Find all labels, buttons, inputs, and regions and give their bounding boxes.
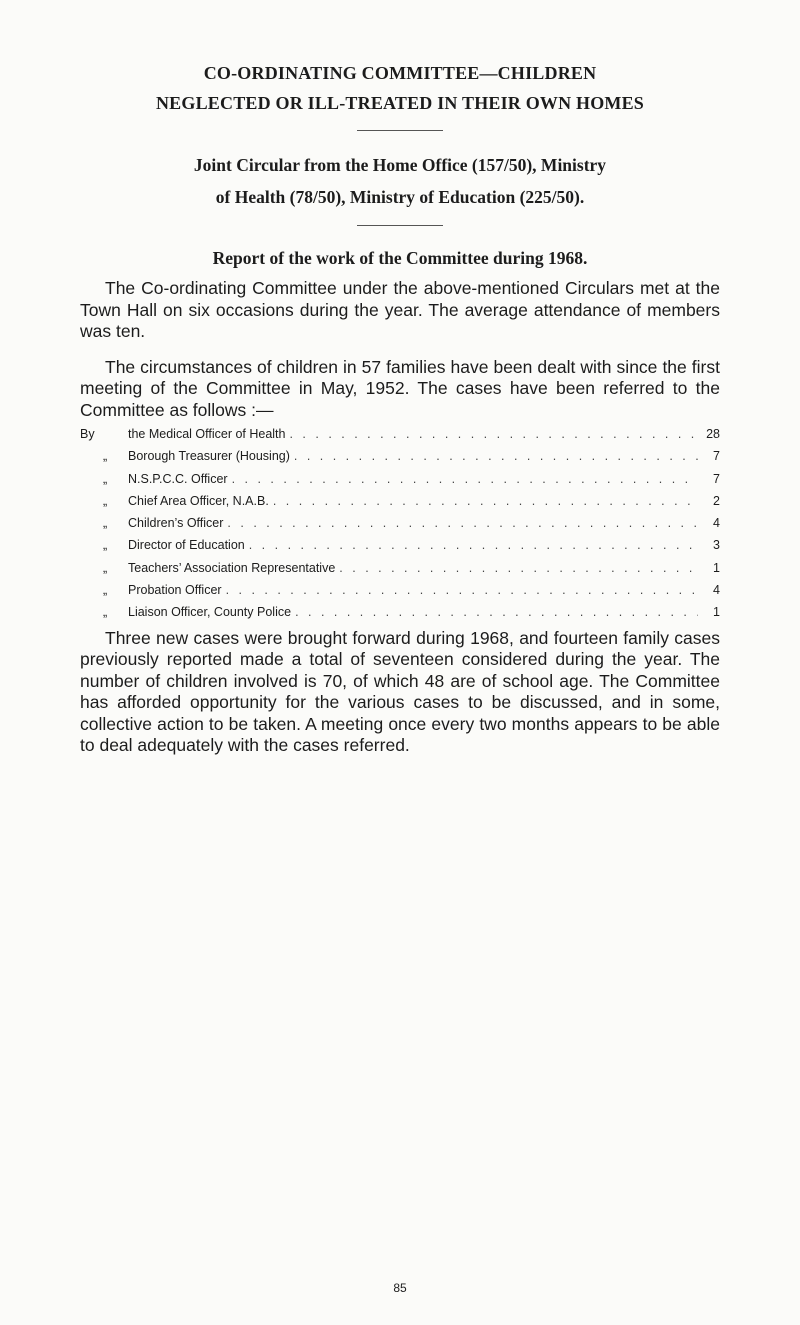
referral-list [80, 423, 720, 624]
referral-row [80, 557, 720, 579]
referral-row [80, 601, 720, 623]
ditto-mark: „ [103, 449, 108, 464]
referral-source: Children’s Officer [128, 516, 224, 531]
referral-count: 7 [713, 449, 720, 464]
circular-reference-line-2: of Health (78/50), Ministry of Education (225/50). [215, 187, 585, 207]
paragraph-meetings: The Co-ordinating Committee under the above-mentioned Circulars met at the Town Hall on six occasions during the year. The average attendance of members was ten. [80, 278, 720, 341]
referral-source: Teachers’ Association Representative [128, 560, 336, 575]
referral-row [80, 579, 720, 601]
page-number: 85 [393, 1281, 407, 1295]
divider-rule [357, 225, 443, 226]
ditto-mark: „ [103, 605, 108, 620]
referral-source: the Medical Officer of Health [128, 427, 286, 441]
paragraph-referrals-intro: The circumstances of children in 57 families have been dealt with since the first meeting of the Committee in May, 1952. The cases have been referred to the Committee as follows :— [80, 356, 720, 420]
referral-row [80, 468, 720, 490]
document-page [80, 58, 720, 757]
dot-leader [289, 423, 698, 445]
dot-leader [339, 557, 698, 579]
referral-row [80, 445, 720, 467]
committee-heading-line-1: CO-ORDINATING COMMITTEE—CHILDREN [203, 63, 597, 83]
referral-source: N.S.P.C.C. Officer [128, 471, 228, 486]
ditto-mark: „ [103, 560, 108, 575]
referral-count: 28 [706, 427, 720, 441]
ditto-mark: „ [103, 538, 108, 553]
referral-row [80, 512, 720, 534]
referral-row [80, 534, 720, 556]
circular-reference-line-1: Joint Circular from the Home Office (157/50), Ministry [193, 155, 607, 175]
referral-source: Liaison Officer, County Police [128, 605, 292, 620]
referral-count: 1 [713, 560, 720, 575]
dot-leader [226, 579, 698, 601]
referral-source: Chief Area Officer, N.A.B. [128, 493, 269, 508]
dot-leader [295, 601, 698, 623]
dot-leader [249, 534, 698, 556]
referral-count: 3 [713, 538, 720, 553]
referral-source: Director of Education [128, 538, 245, 553]
ditto-mark: „ [103, 583, 108, 598]
ditto-mark: „ [103, 471, 108, 486]
paragraph-cases-summary: Three new cases were brought forward during 1968, and fourteen family cases previously reported made a total of seventeen considered during the year. The number of children involved is 70, of which 48 are of school age. The Committee has afforded opportunity for the various cases to be discussed, and in some, collective action to be taken. A meeting once every two months appears to be able to deal adequately with the cases referred. [80, 627, 720, 756]
dot-leader [232, 468, 698, 490]
dot-leader [294, 445, 698, 467]
referral-count: 2 [713, 493, 720, 508]
referral-count: 7 [713, 471, 720, 486]
referral-count: 4 [713, 583, 720, 598]
referral-count: 4 [713, 516, 720, 531]
referral-lead: By [80, 427, 95, 441]
referral-source: Borough Treasurer (Housing) [128, 449, 290, 464]
ditto-mark: „ [103, 516, 108, 531]
referral-row [80, 423, 720, 445]
referral-count: 1 [713, 605, 720, 620]
divider-rule [357, 130, 443, 131]
committee-heading-line-2: NEGLECTED OR ILL-TREATED IN THEIR OWN HOMES [155, 93, 645, 113]
dot-leader [227, 512, 698, 534]
dot-leader [273, 490, 698, 512]
referral-source: Probation Officer [128, 583, 222, 598]
ditto-mark: „ [103, 493, 108, 508]
report-title: Report of the work of the Committee during 1968. [212, 248, 588, 268]
referral-row [80, 490, 720, 512]
